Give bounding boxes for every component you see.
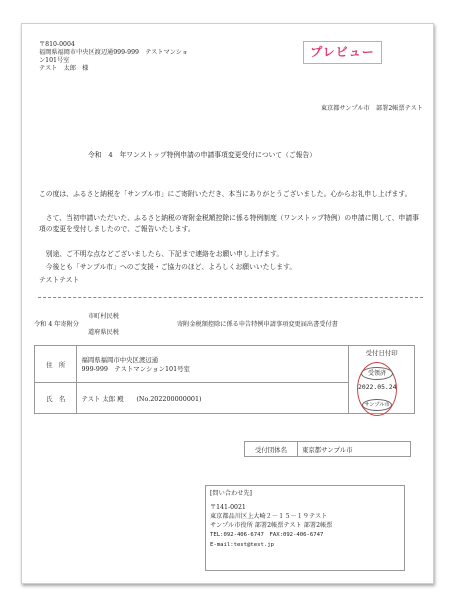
sender-org: 東京都サンプル市 部署2帳票テスト (320, 105, 423, 112)
document-page (21, 23, 434, 584)
receipt-tax-line2: 道府県民税 (88, 329, 119, 336)
name-value: テスト 太郎 殿 (No.202200000001) (77, 383, 349, 414)
recipient-address-line2: ン101号室 (39, 57, 70, 64)
contact-office: サンプル市役所 部署2帳票テスト 部署2帳票 (210, 522, 333, 529)
reception-stamp (357, 362, 397, 416)
stamp-header: 受付日付印 (365, 349, 398, 357)
contact-heading: [問い合わせ先] (210, 490, 252, 497)
address-label: 住 所 (35, 346, 77, 383)
org-label: 受付団体名 (245, 442, 298, 457)
receipt-year-label: 令和 4 年寄附分 (34, 321, 79, 328)
name-label: 氏 名 (35, 383, 77, 414)
stamp-date: 2022.05.24 (358, 383, 397, 391)
body-paragraph-2: さて、当初申請いただいた、ふるさと納税の寄附金税額控除に係る特例制度（ワンストップ特例）の申請に関して、申請事項の変更を受付しましたので、ご報告いたします。 (39, 214, 419, 233)
stamp-top-text: 受領済 (361, 367, 393, 380)
org-table (244, 441, 411, 457)
contact-phone-fax: TEL:092-406-6747 FAX:092-406-6747 (210, 532, 324, 538)
preview-badge: プレビュー (303, 41, 382, 64)
contact-address: 東京都品川区上大崎２－１５－１９テスト (210, 513, 328, 520)
contact-box (205, 485, 405, 571)
body-paragraph-1: この度は、ふるさと納税を「サンプル市」にご寄附いただき、本当にありがとうございました。心からお礼申し上げます。 (39, 190, 412, 198)
contact-postal: 〒141-0021 (210, 504, 246, 511)
body-paragraph-4: 今後とも「サンプル市」へのご支援・ご協力のほど、よろしくお願いいたします。 (39, 263, 297, 271)
stamp-bottom-text: サンプル市 (362, 399, 392, 411)
org-value: 東京都サンプル市 (298, 442, 411, 457)
recipient-address-line1: 福岡県福岡市中央区渡辺通999-999 テストマンショ (39, 49, 188, 56)
recipient-name: テスト 太郎 様 (39, 65, 89, 72)
address-value-line1: 福岡県福岡市中央区渡辺通 (81, 356, 159, 364)
cut-line (38, 297, 423, 298)
address-value-line2: 999-999 テストマンション101号室 (81, 365, 190, 373)
body-paragraph-3: 別途、ご不明な点などございましたら、下記まで連絡をお願い申し上げます。 (39, 250, 284, 258)
receipt-tax-line1: 市町村民税 (88, 313, 119, 320)
receipt-form-title: 寄附金税額控除に係る申告特例申請事項変更届出書受付書 (177, 321, 338, 328)
body-paragraph-5: テストテスト (39, 276, 80, 284)
address-value (77, 346, 349, 383)
notice-title: 令和 4 年ワンストップ特例申請の申請事項変更受付について（ご報告） (88, 151, 317, 159)
contact-email: E-mail:test@test.jp (210, 542, 274, 548)
recipient-postal: 〒810-0004 (39, 41, 75, 48)
